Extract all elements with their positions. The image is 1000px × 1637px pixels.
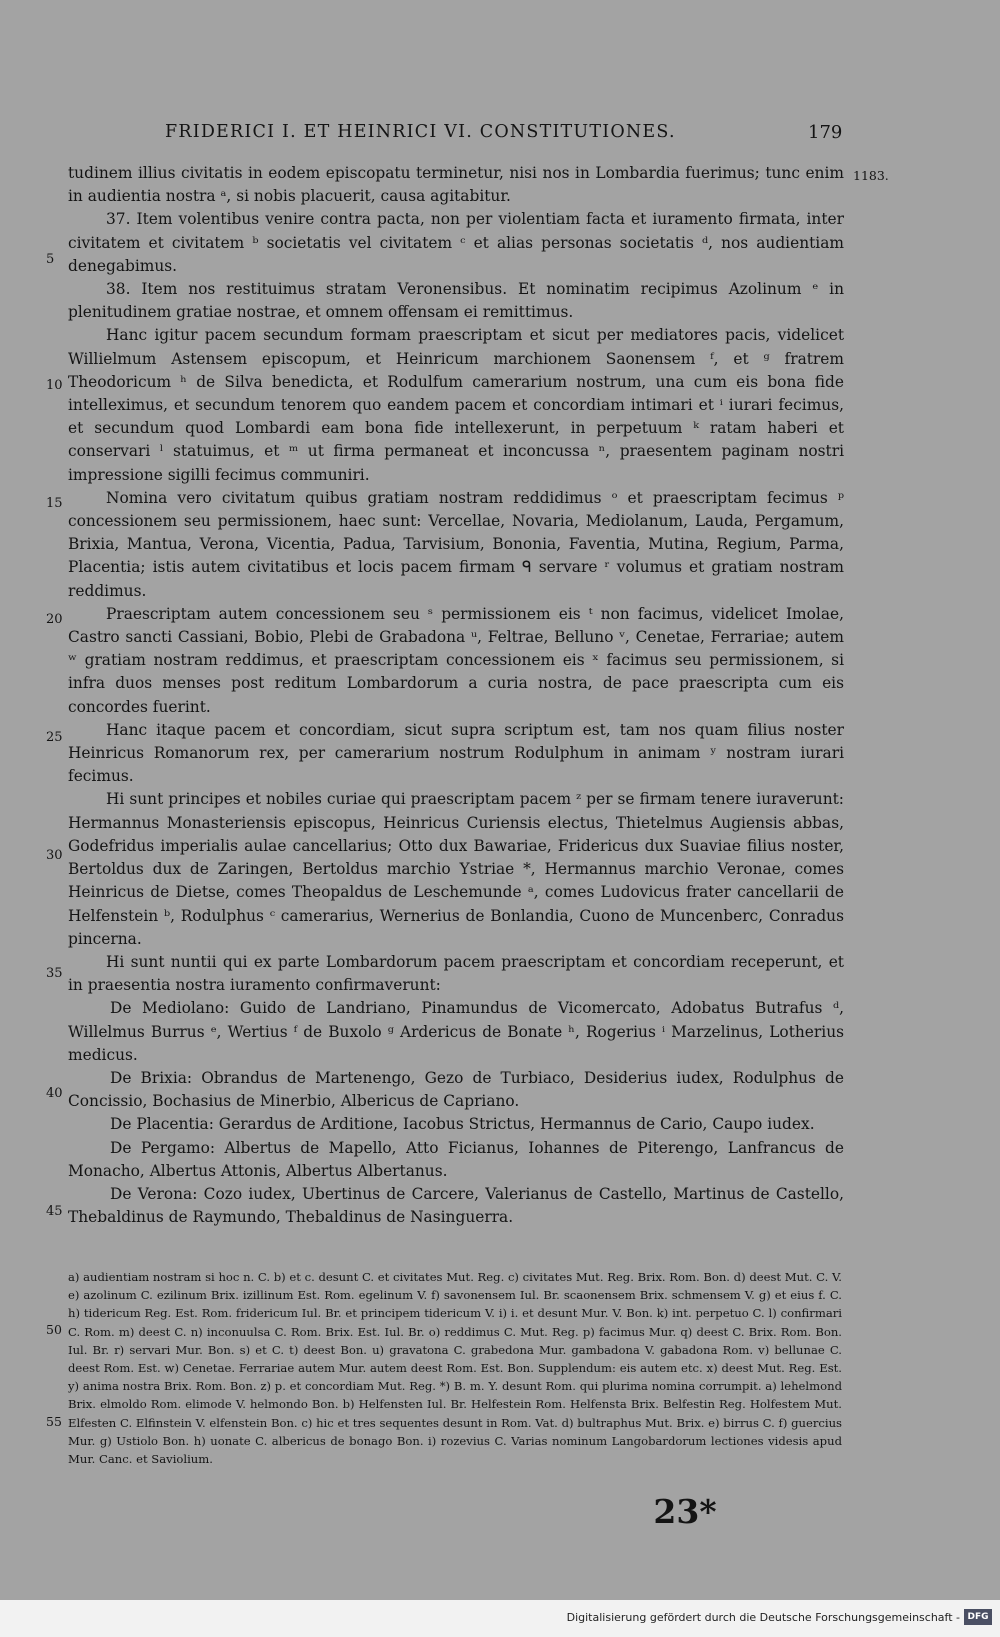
paragraph: De Pergamo: Albertus de Mapello, Atto Ficianus, Iohannes de Piterengo, Lanfrancus de Monacho, Albertus Attonis, Albertus Albertanus.	[68, 1138, 844, 1180]
paragraph: 37. Item volentibus venire contra pacta, non per violentiam facta et iuramento firmata, inter civitatem et civitatem ᵇ societatis vel civitatem ᶜ et alias personas societatis ᵈ, nos audientiam denegabimus.	[68, 210, 844, 275]
paragraph: De Brixia: Obrandus de Martenengo, Gezo de Turbiaco, Desiderius iudex, Rodulphus de Concissio, Bochasius de Minerbio, Albericus de Capriano.	[68, 1068, 844, 1111]
paragraph: Hanc itaque pacem et concordiam, sicut supra scriptum est, tam nos quam filius noster Heinricus Romanorum rex, per camerarium nostrum Rodulphum in animam ʸ nostram iurari fecimus.	[68, 720, 844, 786]
margin-year: 1183.	[853, 168, 889, 183]
footnotes: a) audientiam nostram si hoc n. C. b) et c. desunt C. et civitates Mut. Reg. c) civitates Mut. Reg. Brix. Rom. Bon. d) deest Mut. C. V. e) azolinum C. ezilinum Brix. izillinum Est. Rom. egelinum V. f) savonensem Iul. Br. scaonensem Brix. schmensem V. g) et eius f. C. h) tidericum Reg. Est. Rom. fridericum Iul. Br. et principem tidericum V. i) i. et desunt Mur. V. Bon. k) int. perpetuo C. l) confirmari C. Rom. m) deest C. n) inconuulsa C. Rom. Brix. Est. Iul. Br. o) reddimus C. Mut. Reg. p) facimus Mur. q) deest C. Brix. Rom. Bon. Iul. Br. r) servari Mur. Bon. s) et C. t) deest Bon. u) gravatona C. grabedona Mur. gambadona V. gabadona Rom. v) bellunae C. deest Rom. Est. w) Cenetae. Ferrariae autem Mur. autem deest Rom. Est. Bon. Supplendum: eis autem etc. x) deest Mut. Reg. Est. y) anima nostra Brix. Rom. Bon. z) p. et concordiam Mut. Reg. *) B. m. Y. desunt Rom. qui plurima nomina corrumpit. a) lehelmond Brix. elmoldo Rom. elimode V. helmondo Bon. b) Helfensten Iul. Br. Helfestein Rom. Helfensta Brix. Belfestin Reg. Holfestem Mut. Elfesten C. Elfinstein V. elfenstein Bon. c) hic et tres sequentes desunt in Rom. Vat. d) bultraphus Mut. Brix. e) birrus C. f) guercius Mur. g) Ustiolo Bon. h) uonate C. albericus de bonago Bon. i) rozevius C. Varias nominum Langobardorum lectiones videsis apud Mur. Canc. et Saviolium.	[68, 1270, 842, 1467]
footer-credit: Digitalisierung gefördert durch die Deutsche Forschungsgemeinschaft -	[566, 1611, 960, 1624]
paragraph: Hi sunt principes et nobiles curiae qui praescriptam pacem ᶻ per se firmam tenere iuraverunt: Hermannus Monasteriensis episcopus, Heinricus Curiensis electus, Thietelmus Augiensis abbas, Godefridus imperialis aulae cancellarius; Otto dux Bawariae, Fridericus dux Suaviae filius noster, Bertoldus dux de Zaringen, Bertoldus marchio Ystriae *, Hermannus marchio Veronae, comes Heinricus de Dietse, comes Theopaldus de Leschemunde ᵃ, comes Ludovicus frater cancellarii de Helfenstein ᵇ, Rodulphus ᶜ camerarius, Wernerius de Bonlandia, Cuono de Muncenberc, Conradus pincerna.	[68, 790, 844, 948]
line-number: 50	[46, 1322, 62, 1337]
paragraph: De Verona: Cozo iudex, Ubertinus de Carcere, Valerianus de Castello, Martinus de Castello, Thebaldinus de Raymundo, Thebaldinus de Nasinguerra.	[68, 1184, 844, 1227]
paragraph: Hanc igitur pacem secundum formam praescriptam et sicut per mediatores pacis, videlicet Willielmum Astensem episcopum, et Heinricum marchionem Saonensem ᶠ, et ᵍ fratrem Theodoricum ʰ de Silva benedicta, et Rodulfum camerarium nostrum, una cum eis bona fide intelleximus, et secundum tenorem quo eandem pacem et concordiam intimari et ⁱ iurari fecimus, et secundum quod Lombardi eam bona fide intellexerunt, in perpetuum ᵏ ratam haberi et conservari ˡ statuimus, et ᵐ ut firma permaneat et inconcussa ⁿ, praesentem paginam nostri impressione sigilli fecimus communiri.	[68, 326, 844, 484]
line-number: 40	[46, 1086, 63, 1101]
line-number: 30	[46, 848, 63, 863]
paragraph: 38. Item nos restituimus stratam Veronensibus. Et nominatim recipimus Azolinum ᵉ in plenitudinem gratiae nostrae, et omnem offensam ei remittimus.	[68, 280, 844, 322]
running-title: FRIDERICI I. ET HEINRICI VI. CONSTITUTIONES.	[165, 122, 676, 142]
line-number: 15	[46, 496, 63, 511]
main-text	[68, 162, 844, 1229]
line-number: 55	[46, 1414, 62, 1429]
line-number: 45	[46, 1204, 63, 1219]
dfg-logo-icon[interactable]: DFG	[964, 1609, 992, 1625]
paragraph: De Placentia: Gerardus de Arditione, Iacobus Strictus, Hermannus de Cario, Caupo iudex.	[110, 1115, 815, 1134]
paragraph: Nomina vero civitatum quibus gratiam nostram reddidimus ᵒ et praescriptam fecimus ᵖ concessionem seu permissionem, haec sunt: Vercellae, Novaria, Mediolanum, Lauda, Pergamum, Brixia, Mantua, Verona, Vicentia, Padua, Tarvisium, Bononia, Faventia, Mutina, Regium, Parma, Placentia; istis autem civitatibus et locis pacem firmam ᑫ servare ʳ volumus et gratiam nostram reddimus.	[68, 488, 844, 600]
signature-mark: 23*	[653, 1492, 717, 1531]
paragraph: tudinem illius civitatis in eodem episcopatu terminetur, nisi nos in Lombardia fuerimus; tunc enim in audientia nostra ᵃ, si nobis placuerit, causa agitabitur.	[68, 164, 844, 206]
line-number: 5	[46, 252, 55, 267]
paragraph: Praescriptam autem concessionem seu ˢ permissionem eis ᵗ non facimus, videlicet Imolae, Castro sancti Cassiani, Bobio, Plebi de Grabadona ᵘ, Feltrae, Belluno ᵛ, Cenetae, Ferrariae; autem ʷ gratiam nostram reddimus, et praescriptam concessionem eis ˣ facimus seu permissionem, si infra duos menses post reditum Lombardorum a curia nostra, de pace praescripta cum eis concordes fuerint.	[68, 604, 844, 716]
line-number: 10	[46, 378, 63, 393]
line-number: 20	[46, 612, 63, 627]
footer-bar	[0, 1600, 1000, 1637]
paragraph: De Mediolano: Guido de Landriano, Pinamundus de Vicomercato, Adobatus Butrafus ᵈ, Willelmus Burrus ᵉ, Wertius ᶠ de Buxolo ᵍ Ardericus de Bonate ʰ, Rogerius ⁱ Marzelinus, Lotherius medicus.	[68, 999, 844, 1064]
line-number: 25	[46, 730, 63, 745]
line-number: 35	[46, 966, 63, 981]
paragraph: Hi sunt nuntii qui ex parte Lombardorum pacem praescriptam et concordiam receperunt, et in praesentia nostra iuramento confirmaverunt:	[68, 952, 844, 995]
page-number: 179	[808, 122, 843, 143]
